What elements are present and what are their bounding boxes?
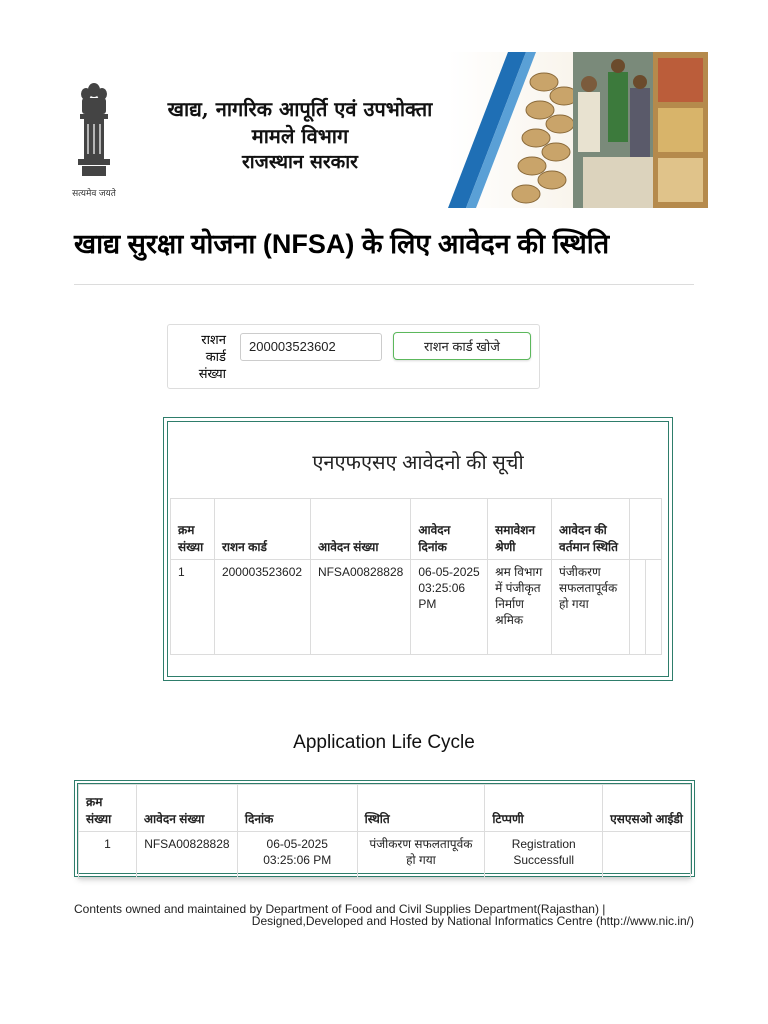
column-header[interactable]: आवेदन संख्या (310, 499, 410, 560)
nfsa-applications-panel (163, 417, 673, 681)
search-panel (167, 324, 540, 389)
emblem-caption: सत्यमेव जयते (72, 188, 116, 198)
empty-column-header (629, 499, 661, 560)
empty-cell (629, 560, 645, 655)
table-cell: पंजीकरण सफलतापूर्वक हो गया (357, 832, 485, 879)
nfsa-list-heading: एनएफएसए आवेदनो की सूची (312, 452, 524, 474)
column-header[interactable]: आवेदन संख्या (136, 785, 237, 832)
table-cell: 200003523602 (214, 560, 310, 655)
table-cell: 06-05-2025 03:25:06 PM (237, 832, 357, 879)
table-cell: NFSA00828828 (136, 832, 237, 879)
footer-ownership-text: Contents owned and maintained by Department of Food and Civil Supplies Department(Rajasthan) | (74, 902, 606, 916)
department-subtitle: राजस्थान सरकार (242, 151, 358, 173)
title-divider (74, 284, 694, 285)
search-ration-card-button[interactable]: राशन कार्ड खोजे (393, 332, 531, 360)
column-header[interactable]: क्रम संख्या (79, 785, 137, 832)
department-title: खाद्य, नागरिक आपूर्ति एवं उपभोक्ता मामले विभाग (167, 97, 433, 148)
table-header-row (79, 785, 691, 832)
table-row (171, 560, 662, 655)
column-header[interactable]: राशन कार्ड (214, 499, 310, 560)
table-cell: Registration Successfull (485, 832, 603, 879)
column-header[interactable]: क्रम संख्या (171, 499, 215, 560)
table-cell: श्रम विभाग में पंजीकृत निर्माण श्रमिक (488, 560, 552, 655)
footer-hosting-text: Designed,Developed and Hosted by National Informatics Centre (http://www.nic.in/) (251, 914, 694, 928)
column-header[interactable]: आवेदन दिनांक (411, 499, 488, 560)
banner-photo (448, 52, 708, 208)
ration-card-number-input[interactable] (240, 333, 382, 361)
column-header[interactable]: दिनांक (237, 785, 357, 832)
column-header[interactable]: टिप्पणी (485, 785, 603, 832)
table-cell (603, 832, 691, 879)
page-title: खाद्य सुरक्षा योजना (NFSA) के लिए आवेदन की स्थिति (74, 229, 610, 259)
state-emblem-icon (72, 78, 116, 208)
nfsa-applications-table (170, 498, 662, 655)
table-cell: 06-05-2025 03:25:06 PM (411, 560, 488, 655)
column-header[interactable]: स्थिति (357, 785, 485, 832)
table-row (79, 832, 691, 879)
life-cycle-table (78, 784, 691, 879)
table-cell: 1 (171, 560, 215, 655)
table-cell: NFSA00828828 (310, 560, 410, 655)
table-cell: 1 (79, 832, 137, 879)
table-cell: पंजीकरण सफलतापूर्वक हो गया (552, 560, 630, 655)
column-header[interactable]: एसएसओ आईडी (603, 785, 691, 832)
empty-cell (645, 560, 661, 655)
life-cycle-heading: Application Life Cycle (293, 732, 475, 753)
table-header-row (171, 499, 662, 560)
life-cycle-panel-border (77, 783, 692, 874)
column-header[interactable]: आवेदन की वर्तमान स्थिति (552, 499, 630, 560)
ration-card-label: राशन कार्ड संख्या (198, 332, 226, 381)
life-cycle-panel (74, 780, 695, 877)
column-header[interactable]: समावेशन श्रेणी (488, 499, 552, 560)
